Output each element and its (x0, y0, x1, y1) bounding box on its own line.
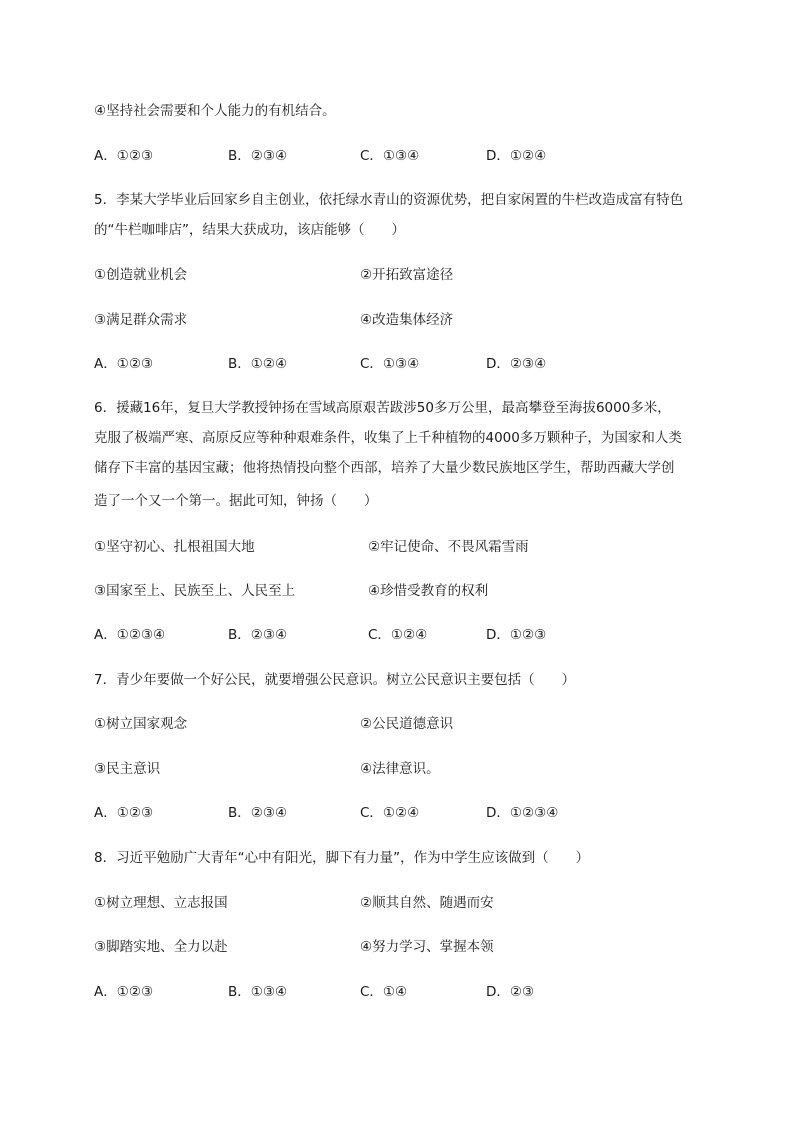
q6-choice-b: B．②③④ (228, 627, 288, 643)
q5-choice-d: D．②③④ (486, 356, 547, 372)
q7-item-1: ①树立国家观念 (94, 716, 188, 732)
q5-choice-c: C．①③④ (360, 356, 420, 372)
q5-item-1: ①创造就业机会 (94, 267, 188, 283)
q5-item-4: ④改造集体经济 (360, 312, 454, 328)
q6-stem-line-1: 6．援藏16年，复旦大学教授钟扬在雪域高原艰苦跋涉50多万公里，最高攀登至海拔6000多米， (94, 400, 671, 416)
q8-choice-a: A．①②③ (94, 984, 154, 1000)
q6-choice-d: D．①②③ (486, 627, 547, 643)
q8-choice-c: C．①④ (360, 984, 408, 1000)
q4-item-4: ④坚持社会需要和个人能力的有机结合。 (94, 103, 336, 119)
q7-item-2: ②公民道德意识 (360, 716, 454, 732)
q8-choice-d: D．②③ (486, 984, 535, 1000)
q8-item-4: ④努力学习、掌握本领 (360, 939, 494, 955)
q5-item-2: ②开拓致富途径 (360, 267, 454, 283)
q8-item-1: ①树立理想、立志报国 (94, 895, 228, 911)
q6-stem-line-3: 储存下丰富的基因宝藏；他将热情投向整个西部，培养了大量少数民族地区学生，帮助西藏大学创 (94, 460, 675, 476)
q6-stem-line-2: 克服了极端严寒、高原反应等种种艰难条件，收集了上千种植物的4000多万颗种子，为国家和人类 (94, 430, 682, 446)
q5-choice-b: B．①②④ (228, 356, 288, 372)
q7-choice-d: D．①②③④ (486, 805, 559, 821)
q5-stem-line-1: 5．李某大学毕业后回家乡自主创业，依托绿水青山的资源优势，把自家闲置的牛栏改造成富有特色 (94, 192, 684, 208)
q7-choice-c: C．①②④ (360, 805, 420, 821)
q4-choice-b: B．②③④ (228, 148, 288, 164)
q6-choice-c: C．①②④ (368, 627, 428, 643)
q7-item-4: ④法律意识。 (360, 761, 440, 777)
q5-choice-a: A．①②③ (94, 356, 154, 372)
q4-choice-a: A．①②③ (94, 148, 154, 164)
q8-item-2: ②顺其自然、随遇而安 (360, 895, 494, 911)
q6-item-3: ③国家至上、民族至上、人民至上 (94, 583, 296, 599)
q8-stem: 8．习近平勉励广大青年“心中有阳光，脚下有力量”，作为中学生应该做到（ ） (94, 850, 590, 866)
q6-item-4: ④珍惜受教育的权利 (368, 583, 489, 599)
q6-item-1: ①坚守初心、扎根祖国大地 (94, 539, 255, 555)
q6-item-2: ②牢记使命、不畏风霜雪雨 (368, 539, 529, 555)
q7-choice-b: B．②③④ (228, 805, 288, 821)
q6-choice-a: A．①②③④ (94, 627, 166, 643)
q4-choice-c: C．①③④ (360, 148, 420, 164)
q7-choice-a: A．①②③ (94, 805, 154, 821)
q5-stem-line-2: 的“牛栏咖啡店”，结果大获成功，该店能够（ ） (94, 222, 405, 238)
q5-item-3: ③满足群众需求 (94, 312, 188, 328)
q8-item-3: ③脚踏实地、全力以赴 (94, 939, 228, 955)
q7-stem: 7．青少年要做一个好公民，就要增强公民意识。树立公民意识主要包括（ ） (94, 672, 576, 688)
q7-item-3: ③民主意识 (94, 761, 161, 777)
q4-choice-d: D．①②④ (486, 148, 547, 164)
q6-stem-line-4: 造了一个又一个第一。据此可知，钟扬（ ） (94, 493, 378, 509)
q8-choice-b: B．①③④ (228, 984, 288, 1000)
